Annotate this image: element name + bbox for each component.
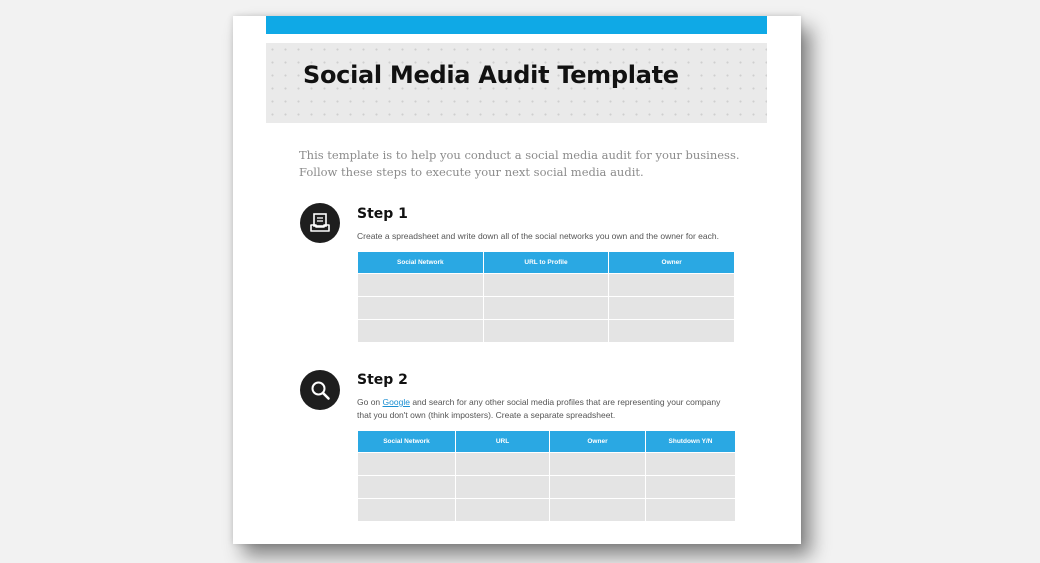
table-cell[interactable] [646, 453, 736, 476]
table-cell[interactable] [550, 499, 646, 522]
table-cell[interactable] [609, 320, 735, 343]
document-tray-icon [300, 203, 340, 243]
table-row [358, 499, 736, 522]
table-cell[interactable] [456, 453, 550, 476]
intro-text: This template is to help you conduct a social media audit for your business. Follow these steps to execute your next social media audit. [299, 148, 740, 179]
title-banner [266, 43, 767, 123]
table-cell[interactable] [358, 453, 456, 476]
column-header: URL [456, 431, 550, 453]
table-cell[interactable] [456, 476, 550, 499]
table-cell[interactable] [646, 476, 736, 499]
column-header: Owner [550, 431, 646, 453]
table-cell[interactable] [483, 297, 609, 320]
table-cell[interactable] [483, 274, 609, 297]
column-header: Shutdown Y/N [646, 431, 736, 453]
table-cell[interactable] [358, 499, 456, 522]
step-1-table [357, 251, 735, 343]
table-cell[interactable] [358, 274, 484, 297]
magnifier-icon [300, 370, 340, 410]
column-header: URL to Profile [483, 252, 609, 274]
table-row [358, 453, 736, 476]
table-cell[interactable] [609, 297, 735, 320]
table-cell[interactable] [358, 320, 484, 343]
table-cell[interactable] [646, 499, 736, 522]
table-cell[interactable] [358, 476, 456, 499]
step-2-table [357, 430, 736, 522]
page-title: Social Media Audit Template [303, 61, 679, 89]
table-cell[interactable] [483, 320, 609, 343]
column-header: Social Network [358, 431, 456, 453]
table-cell[interactable] [456, 499, 550, 522]
step-2-description [357, 396, 732, 421]
step-1-description: Create a spreadsheet and write down all of the social networks you own and the owner for each. [357, 231, 719, 241]
column-header: Social Network [358, 252, 484, 274]
accent-bar [266, 16, 767, 34]
table-cell[interactable] [550, 476, 646, 499]
document-page [233, 16, 801, 544]
table-cell[interactable] [550, 453, 646, 476]
table-row [358, 274, 735, 297]
table-row [358, 297, 735, 320]
column-header: Owner [609, 252, 735, 274]
step-2-text-end: and search for any other social media profiles that are representing your company that you don't own (think imposters). Create a separate spreadsheet. [357, 397, 721, 420]
step-2-text-start: Go on [357, 397, 383, 407]
google-link[interactable]: Google [382, 397, 410, 407]
table-row [358, 476, 736, 499]
step-2-title: Step 2 [357, 372, 408, 388]
table-row [358, 320, 735, 343]
step-1-title: Step 1 [357, 206, 408, 222]
table-cell[interactable] [358, 297, 484, 320]
table-cell[interactable] [609, 274, 735, 297]
